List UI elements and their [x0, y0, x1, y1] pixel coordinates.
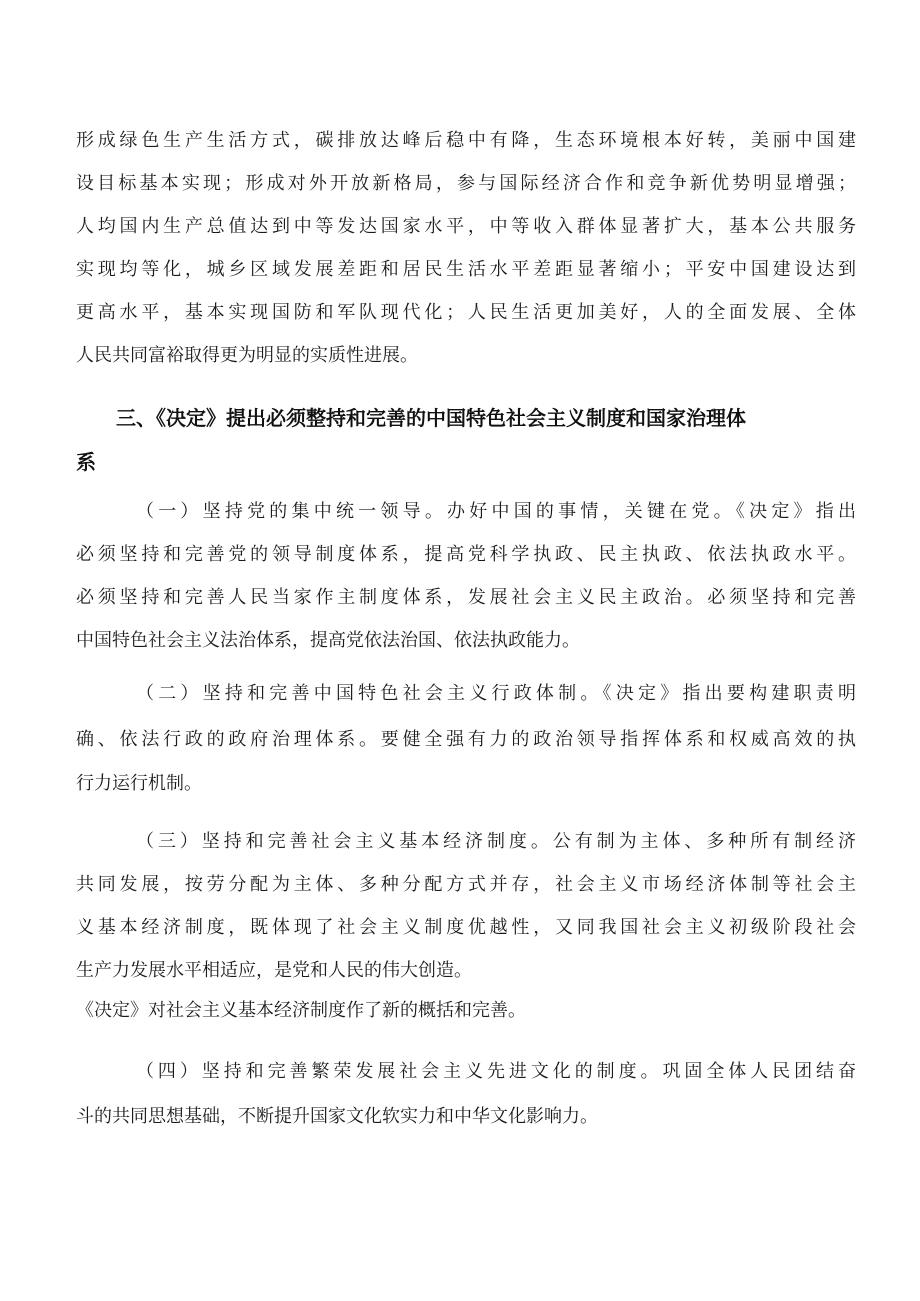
item-1-line-1: （一）坚持党的集中统一领导。办好中国的事情，关键在党。《决定》指出: [136, 501, 856, 522]
section-heading-line-1: 三、《决定》提出必须整持和完善的中国特色社会主义制度和国家治理体: [116, 406, 746, 430]
item-3-line-1: （三）坚持和完善社会主义基本经济制度。公有制为主体、多种所有制经济: [136, 831, 856, 852]
intro-line-1: 形成绿色生产生活方式，碳排放达峰后稳中有降，生态环境根本好转，美丽中国建: [76, 130, 856, 151]
item-4-line-2: 斗的共同思想基础，不断提升国家文化软实力和中华文化影响力。: [76, 1106, 598, 1127]
intro-line-6: 人民共同富裕取得更为明显的实质性进展。: [76, 345, 418, 366]
item-1-line-4: 中国特色社会主义法治体系，提高党依法治国、依法执政能力。: [76, 630, 580, 651]
intro-line-2: 设目标基本实现；形成对外开放新格局，参与国际经济合作和竞争新优势明显增强；: [76, 173, 856, 194]
item-1-line-2: 必须坚持和完善党的领导制度体系，提高党科学执政、民主执政、依法执政水平。: [76, 544, 856, 565]
item-4-line-1: （四）坚持和完善繁荣发展社会主义先进文化的制度。巩固全体人民团结奋: [136, 1061, 856, 1082]
intro-line-4: 实现均等化，城乡区域发展差距和居民生活水平差距显著缩小；平安中国建设达到: [76, 259, 856, 280]
item-2-line-2: 确、依法行政的政府治理体系。要健全强有力的政治领导指挥体系和权威高效的执: [76, 729, 856, 750]
item-3-line-3: 义基本经济制度，既体现了社会主义制度优越性，又同我国社会主义初级阶段社会: [76, 917, 856, 938]
item-3-line-4: 生产力发展水平相适应，是党和人民的伟大创造。: [76, 960, 472, 981]
item-3-line-2: 共同发展，按劳分配为主体、多种分配方式并存，社会主义市场经济体制等社会主: [76, 874, 856, 895]
item-2-line-3: 行力运行机制。: [76, 773, 202, 794]
intro-line-3: 人均国内生产总值达到中等发达国家水平，中等收入群体显著扩大，基本公共服务: [76, 216, 856, 237]
section-heading-line-2: 系: [76, 450, 96, 474]
item-2-line-1: （二）坚持和完善中国特色社会主义行政体制。《决定》指出要构建职责明: [136, 683, 856, 704]
item-3-line-5: 《决定》对社会主义基本经济制度作了新的概括和完善。: [76, 1000, 526, 1021]
item-1-line-3: 必须坚持和完善人民当家作主制度体系，发展社会主义民主政治。必须坚持和完善: [76, 587, 856, 608]
intro-line-5: 更高水平，基本实现国防和军队现代化；人民生活更加美好，人的全面发展、全体: [76, 302, 856, 323]
